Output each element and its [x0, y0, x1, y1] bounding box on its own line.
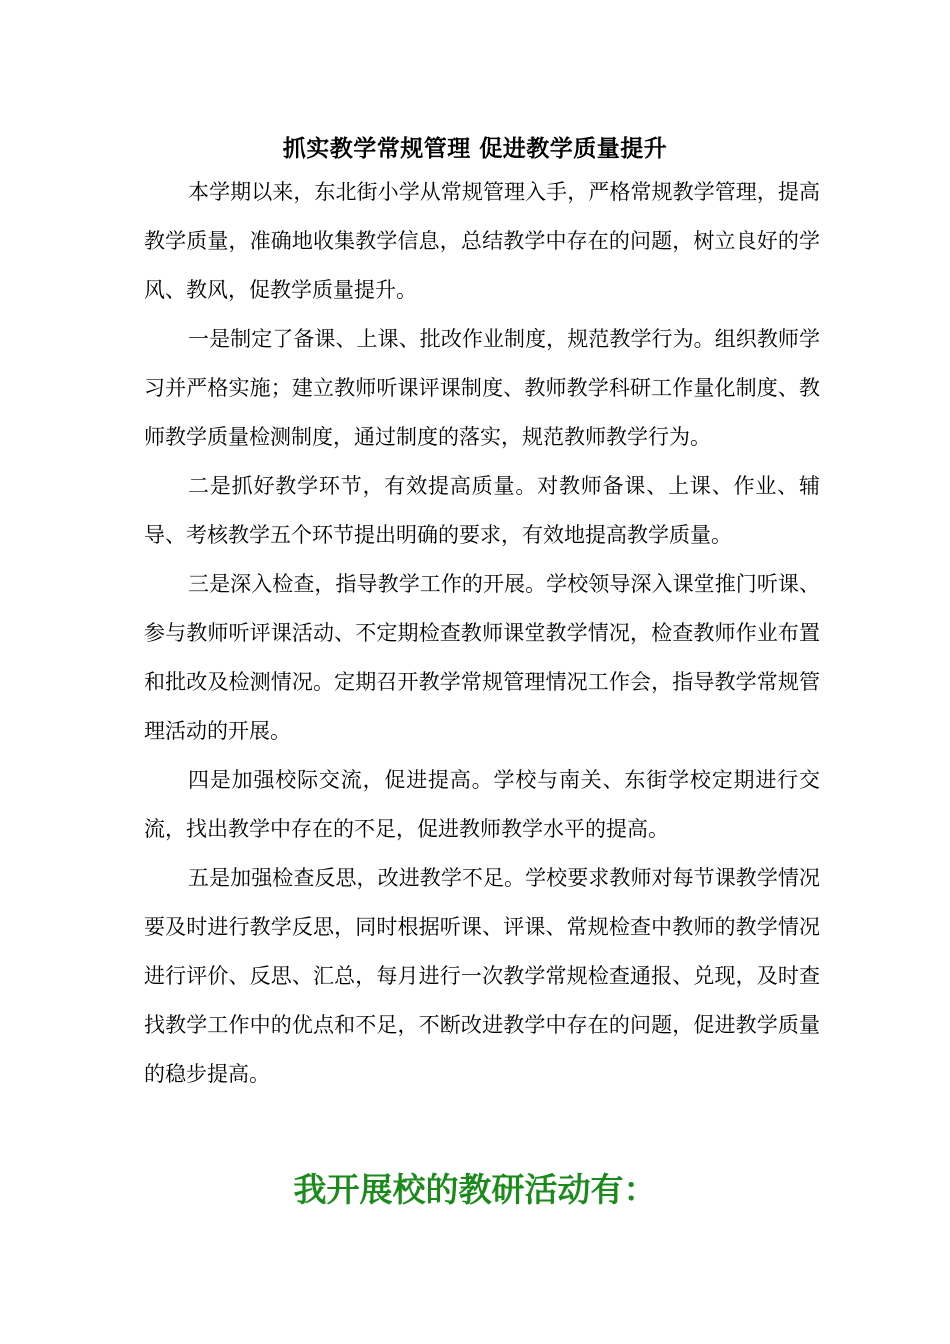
paragraph-point-3: 三是深入检查，指导教学工作的开展。学校领导深入课堂推门听课、参与教师听评课活动、不定期检查教师课堂教学情况，检查教师作业布置和批改及检测情况。定期召开教学常规管理情况工作会，指导教学常规管理活动的开展。	[144, 572, 820, 743]
paragraph-intro: 本学期以来，东北街小学从常规管理入手，严格常规教学管理，提高教学质量，准确地收集教学信息，总结教学中存在的问题，树立良好的学风、教风，促教学质量提升。	[144, 180, 820, 302]
paragraph-point-2: 二是抓好教学环节，有效提高质量。对教师备课、上课、作业、辅导、考核教学五个环节提出明确的要求，有效地提高教学质量。	[144, 474, 820, 547]
section-heading: 我开展校的教研活动有：	[293, 1170, 657, 1209]
paragraph-point-1: 一是制定了备课、上课、批改作业制度，规范教学行为。组织教师学习并严格实施；建立教师听课评课制度、教师教学科研工作量化制度、教师教学质量检测制度，通过制度的落实，规范教师教学行为。	[144, 327, 820, 449]
paragraph-point-4: 四是加强校际交流，促进提高。学校与南关、东街学校定期进行交流，找出教学中存在的不足，促进教师教学水平的提高。	[144, 768, 820, 841]
document-body	[144, 168, 820, 1099]
document-title: 抓实教学常规管理 促进教学质量提升	[282, 135, 668, 162]
paragraph-point-5: 五是加强检查反思，改进教学不足。学校要求教师对每节课教学情况要及时进行教学反思，同时根据听课、评课、常规检查中教师的教学情况进行评价、反思、汇总，每月进行一次教学常规检查通报、兑现，及时查找教学工作中的优点和不足，不断改进教学中存在的问题，促进教学质量的稳步提高。	[144, 866, 820, 1086]
